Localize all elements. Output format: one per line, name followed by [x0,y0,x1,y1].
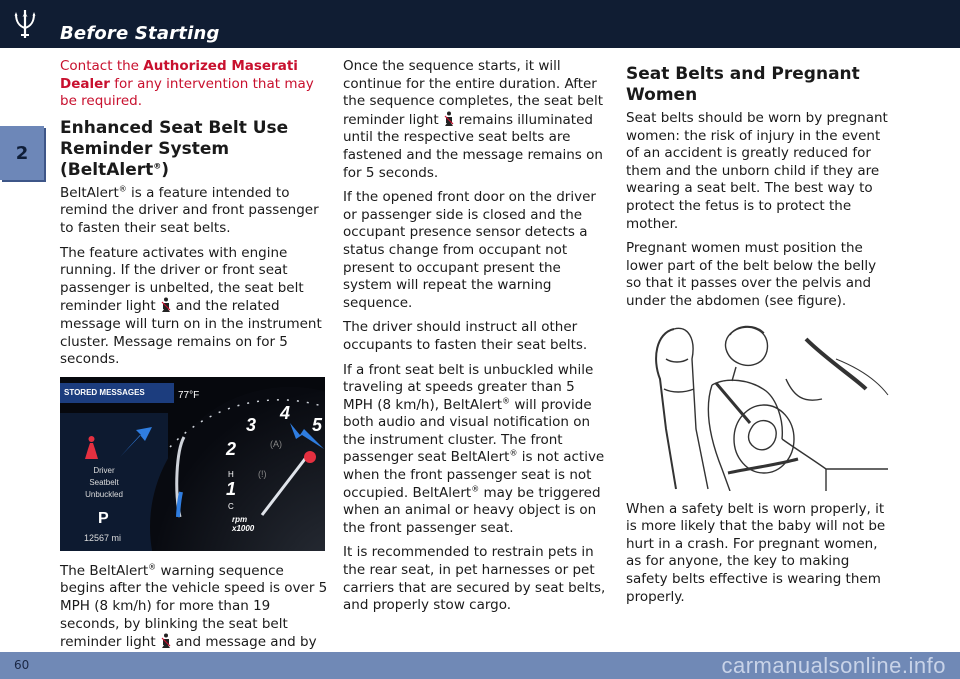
rpm-tick-5: 5 [312,414,323,435]
outside-temperature: 77°F [178,389,200,401]
beltalert-activation: The feature activates with engine running. If the driver or front seat passenger is unbelted, the seat belt reminder light and the related message will turn on in the instrument cluster. Message remains on for 5 seconds. [60,244,322,368]
instruct-occupants-paragraph: The driver should instruct all other occupants to fasten their seat belts. [343,319,588,353]
rpm-label: rpm x1000 [232,514,255,533]
pregnant-woman-seatbelt-illustration [626,319,891,491]
svg-text:(A): (A) [270,438,282,449]
rpm-tick-4: 4 [280,402,291,423]
beltalert-warning-sequence: The BeltAlert® warning sequence begins after the vehicle speed is over 5 MPH (8 km/h) for more than 19 seconds, by blinking the seat belt reminder light and message and by [60,562,328,651]
gear-indicator: P [98,509,109,527]
seatbelt-reminder-icon [159,297,173,313]
rpm-tick-1: 1 [226,478,237,499]
rpm-tick-3: 3 [246,414,257,435]
beltalert-intro: BeltAlert® is a feature intended to remind the driver and front passenger to fasten their seat belts. [60,184,319,236]
beltalert-heading: Enhanced Seat Belt Use Reminder System (BeltAlert®) [60,117,289,180]
column-2 [343,58,608,622]
pregnant-women-intro: Seat belts should be worn by pregnant women: the risk of injury in the event of an accident is greatly reduced for them and the unborn child if they are wearing a seat belt. The best way to protect the fetus is to protect the mother. [626,110,888,232]
maserati-trident-logo [10,8,40,40]
column-3 [626,58,892,613]
column-1 [60,58,328,676]
page-footer [0,652,960,679]
svg-text:C: C [228,501,234,511]
page-header [0,0,960,48]
watermark: carmanualsonline.info [721,653,946,678]
pets-cargo-paragraph: It is recommended to restrain pets in the rear seat, in pet harnesses or pet carriers that are secured by seat belts, and properly stow cargo. [343,544,606,614]
stored-messages-bar: STORED MESSAGES [60,383,174,403]
page-title: Before Starting [60,23,220,44]
seatbelt-reminder-icon [159,633,173,649]
dealer-contact-note: Contact the Authorized Maserati Dealer for any intervention that may be required. [60,58,314,110]
odometer-readout: 12567 mi [84,532,122,543]
door-sensor-paragraph: If the opened front door on the driver or passenger side is closed and the occupant presence sensor detects a status change from occupant not present to occupant present the system will repeat the warning sequence. [343,189,596,311]
safety-belt-effectiveness: When a safety belt is worn properly, it is more likely that the baby will not be hurt in a crash. For pregnant women, as for anyone, the key to making safety belts effective is wearing them properly. [626,500,886,605]
pregnant-women-heading: Seat Belts and Pregnant Women [626,64,860,105]
svg-text:(!): (!) [258,468,267,479]
svg-text:H: H [228,469,234,479]
belt-position-paragraph: Pregnant women must position the lower part of the belt below the belly so that it passes over the pelvis and under the abdomen (see figure). [626,240,877,309]
seatbelt-reminder-icon [442,111,456,127]
unbuckled-while-driving-paragraph: If a front seat belt is unbuckled while traveling at speeds greater than 5 MPH (8 km/h), BeltAlert® will provide both audio and visual notification on the instrument cluster. The front passenger seat BeltAlert® is not active when the front passenger seat is not occupied. BeltAlert® may be triggered when an animal or heavy object is on the front passenger seat. [343,361,605,536]
sequence-duration: Once the sequence starts, it will continue for the entire duration. After the sequence completes, the seat belt reminder light remains illuminated until the respective seat belts are fastened and the message remains on for 5 seconds. [343,58,604,181]
seatbelt-warning-message: Driver Seatbelt Unbuckled [85,465,123,499]
rpm-tick-2: 2 [226,438,237,459]
page-number: 60 [14,658,30,672]
instrument-cluster-image [60,377,325,551]
chapter-tab[interactable]: 2 [0,126,44,180]
pregnant-woman-drawing [626,319,891,491]
